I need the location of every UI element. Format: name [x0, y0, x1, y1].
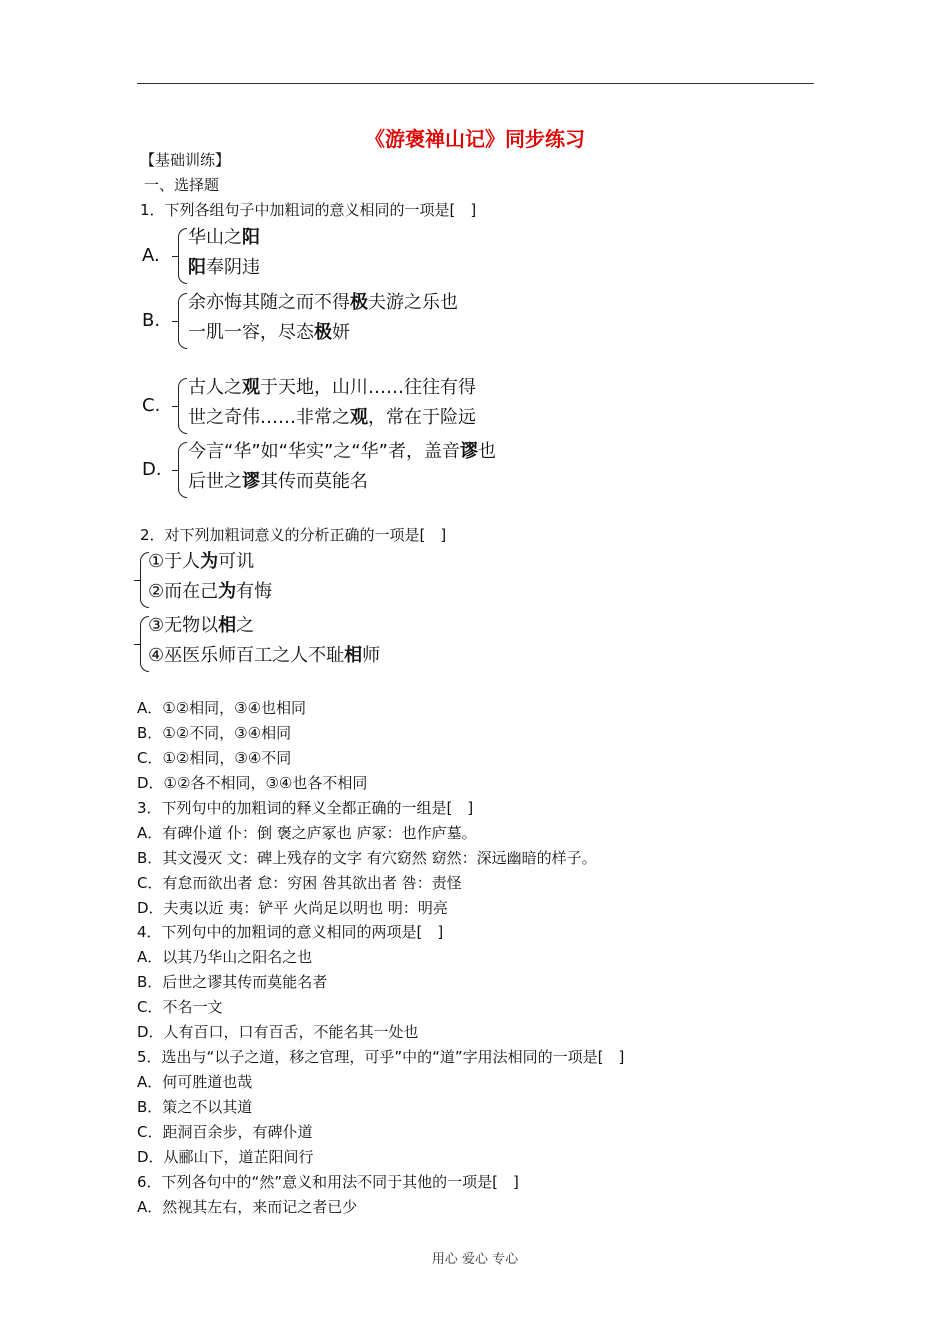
q2-group2-line1: ③无物以相之 [148, 615, 255, 636]
page-title: 《游褒禅山记》同步练习 [365, 127, 585, 151]
q2-option-c: C．①②相同，③④不同 [137, 749, 292, 767]
q1-option-d-line2: 后世之谬其传而莫能名 [188, 471, 368, 492]
q5-stem: 5．选出与“以子之道，移之官理，可乎”中的“道”字用法相同的一项是[ ] [137, 1048, 625, 1066]
q1-option-c-line2: 世之奇伟……非常之观，常在于险远 [188, 407, 476, 428]
q3-stem: 3．下列句中的加粗词的释义全都正确的一组是[ ] [137, 799, 474, 817]
page-footer: 用心 爱心 专心 [431, 1252, 519, 1267]
q1-option-a-line1: 华山之阳 [188, 227, 260, 248]
q1-stem: 1．下列各组句子中加粗词的意义相同的一项是[ ] [140, 201, 477, 219]
q1-option-c-line1: 古人之观于天地，山川……往往有得 [188, 377, 476, 398]
q2-group2-line2: ④巫医乐师百工之人不耻相师 [148, 645, 381, 666]
q1-option-d-line1: 今言“华”如“华实”之“华”者，盖音谬也 [188, 441, 496, 462]
q1-option-a-line2: 阳奉阴违 [188, 257, 260, 278]
q3-option-a: A．有碑仆道 仆：倒 褒之庐冢也 庐冢：也作庐墓。 [137, 824, 477, 842]
q5-option-b: B．策之不以其道 [137, 1098, 253, 1116]
q2-option-d: D．①②各不相同，③④也各不相同 [137, 774, 368, 792]
q2-stem: 2．对下列加粗词意义的分析正确的一项是[ ] [140, 526, 447, 544]
q1-option-d-brace [178, 442, 187, 498]
q1-option-b-brace [178, 293, 187, 349]
q2-group1-line2: ②而在己为有悔 [148, 581, 273, 602]
q4-option-a: A．以其乃华山之阳名之也 [137, 948, 313, 966]
q1-option-b-line2: 一肌一容，尽态极妍 [188, 322, 350, 343]
q5-option-a: A．何可胜道也哉 [137, 1073, 253, 1091]
q2-group1-line1: ①于人为可讥 [148, 551, 255, 572]
q5-option-d: D．从郦山下，道芷阳间行 [137, 1148, 314, 1166]
q3-option-c: C．有怠而欲出者 怠：穷困 咎其欲出者 咎：责怪 [137, 874, 462, 892]
q4-option-d: D．人有百口，口有百舌，不能名其一处也 [137, 1023, 419, 1041]
header-rule [137, 83, 814, 84]
q1-option-b-line1: 余亦悔其随之而不得极夫游之乐也 [188, 292, 458, 313]
q3-option-b: B．其文漫灭 文：碑上残存的文字 有穴窈然 窈然：深远幽暗的样子。 [137, 849, 597, 867]
q2-option-a: A．①②相同，③④也相同 [137, 699, 307, 717]
q4-option-c: C．不名一文 [137, 998, 223, 1016]
q1-option-c-brace [178, 378, 187, 434]
q6-option-a: A．然视其左右，来而记之者已少 [137, 1198, 358, 1216]
q3-option-d: D．夫夷以近 夷：铲平 火尚足以明也 明：明亮 [137, 899, 448, 917]
q4-stem: 4．下列句中的加粗词的意义相同的两项是[ ] [137, 923, 444, 941]
q1-option-a-letter: A. [142, 245, 160, 266]
q4-option-b: B．后世之谬其传而莫能名者 [137, 973, 328, 991]
q6-stem: 6．下列各句中的“然”意义和用法不同于其他的一项是[ ] [137, 1173, 519, 1191]
q1-option-a-brace [178, 228, 187, 284]
q1-option-b-letter: B. [142, 310, 161, 331]
section-subtitle: 一、选择题 [144, 176, 220, 194]
q1-option-d-letter: D. [142, 459, 162, 480]
q1-option-c-letter: C. [142, 395, 161, 416]
q2-option-b: B．①②不同，③④相同 [137, 724, 292, 742]
section-label: 【基础训练】 [140, 151, 231, 169]
q5-option-c: C．距洞百余步，有碑仆道 [137, 1123, 313, 1141]
